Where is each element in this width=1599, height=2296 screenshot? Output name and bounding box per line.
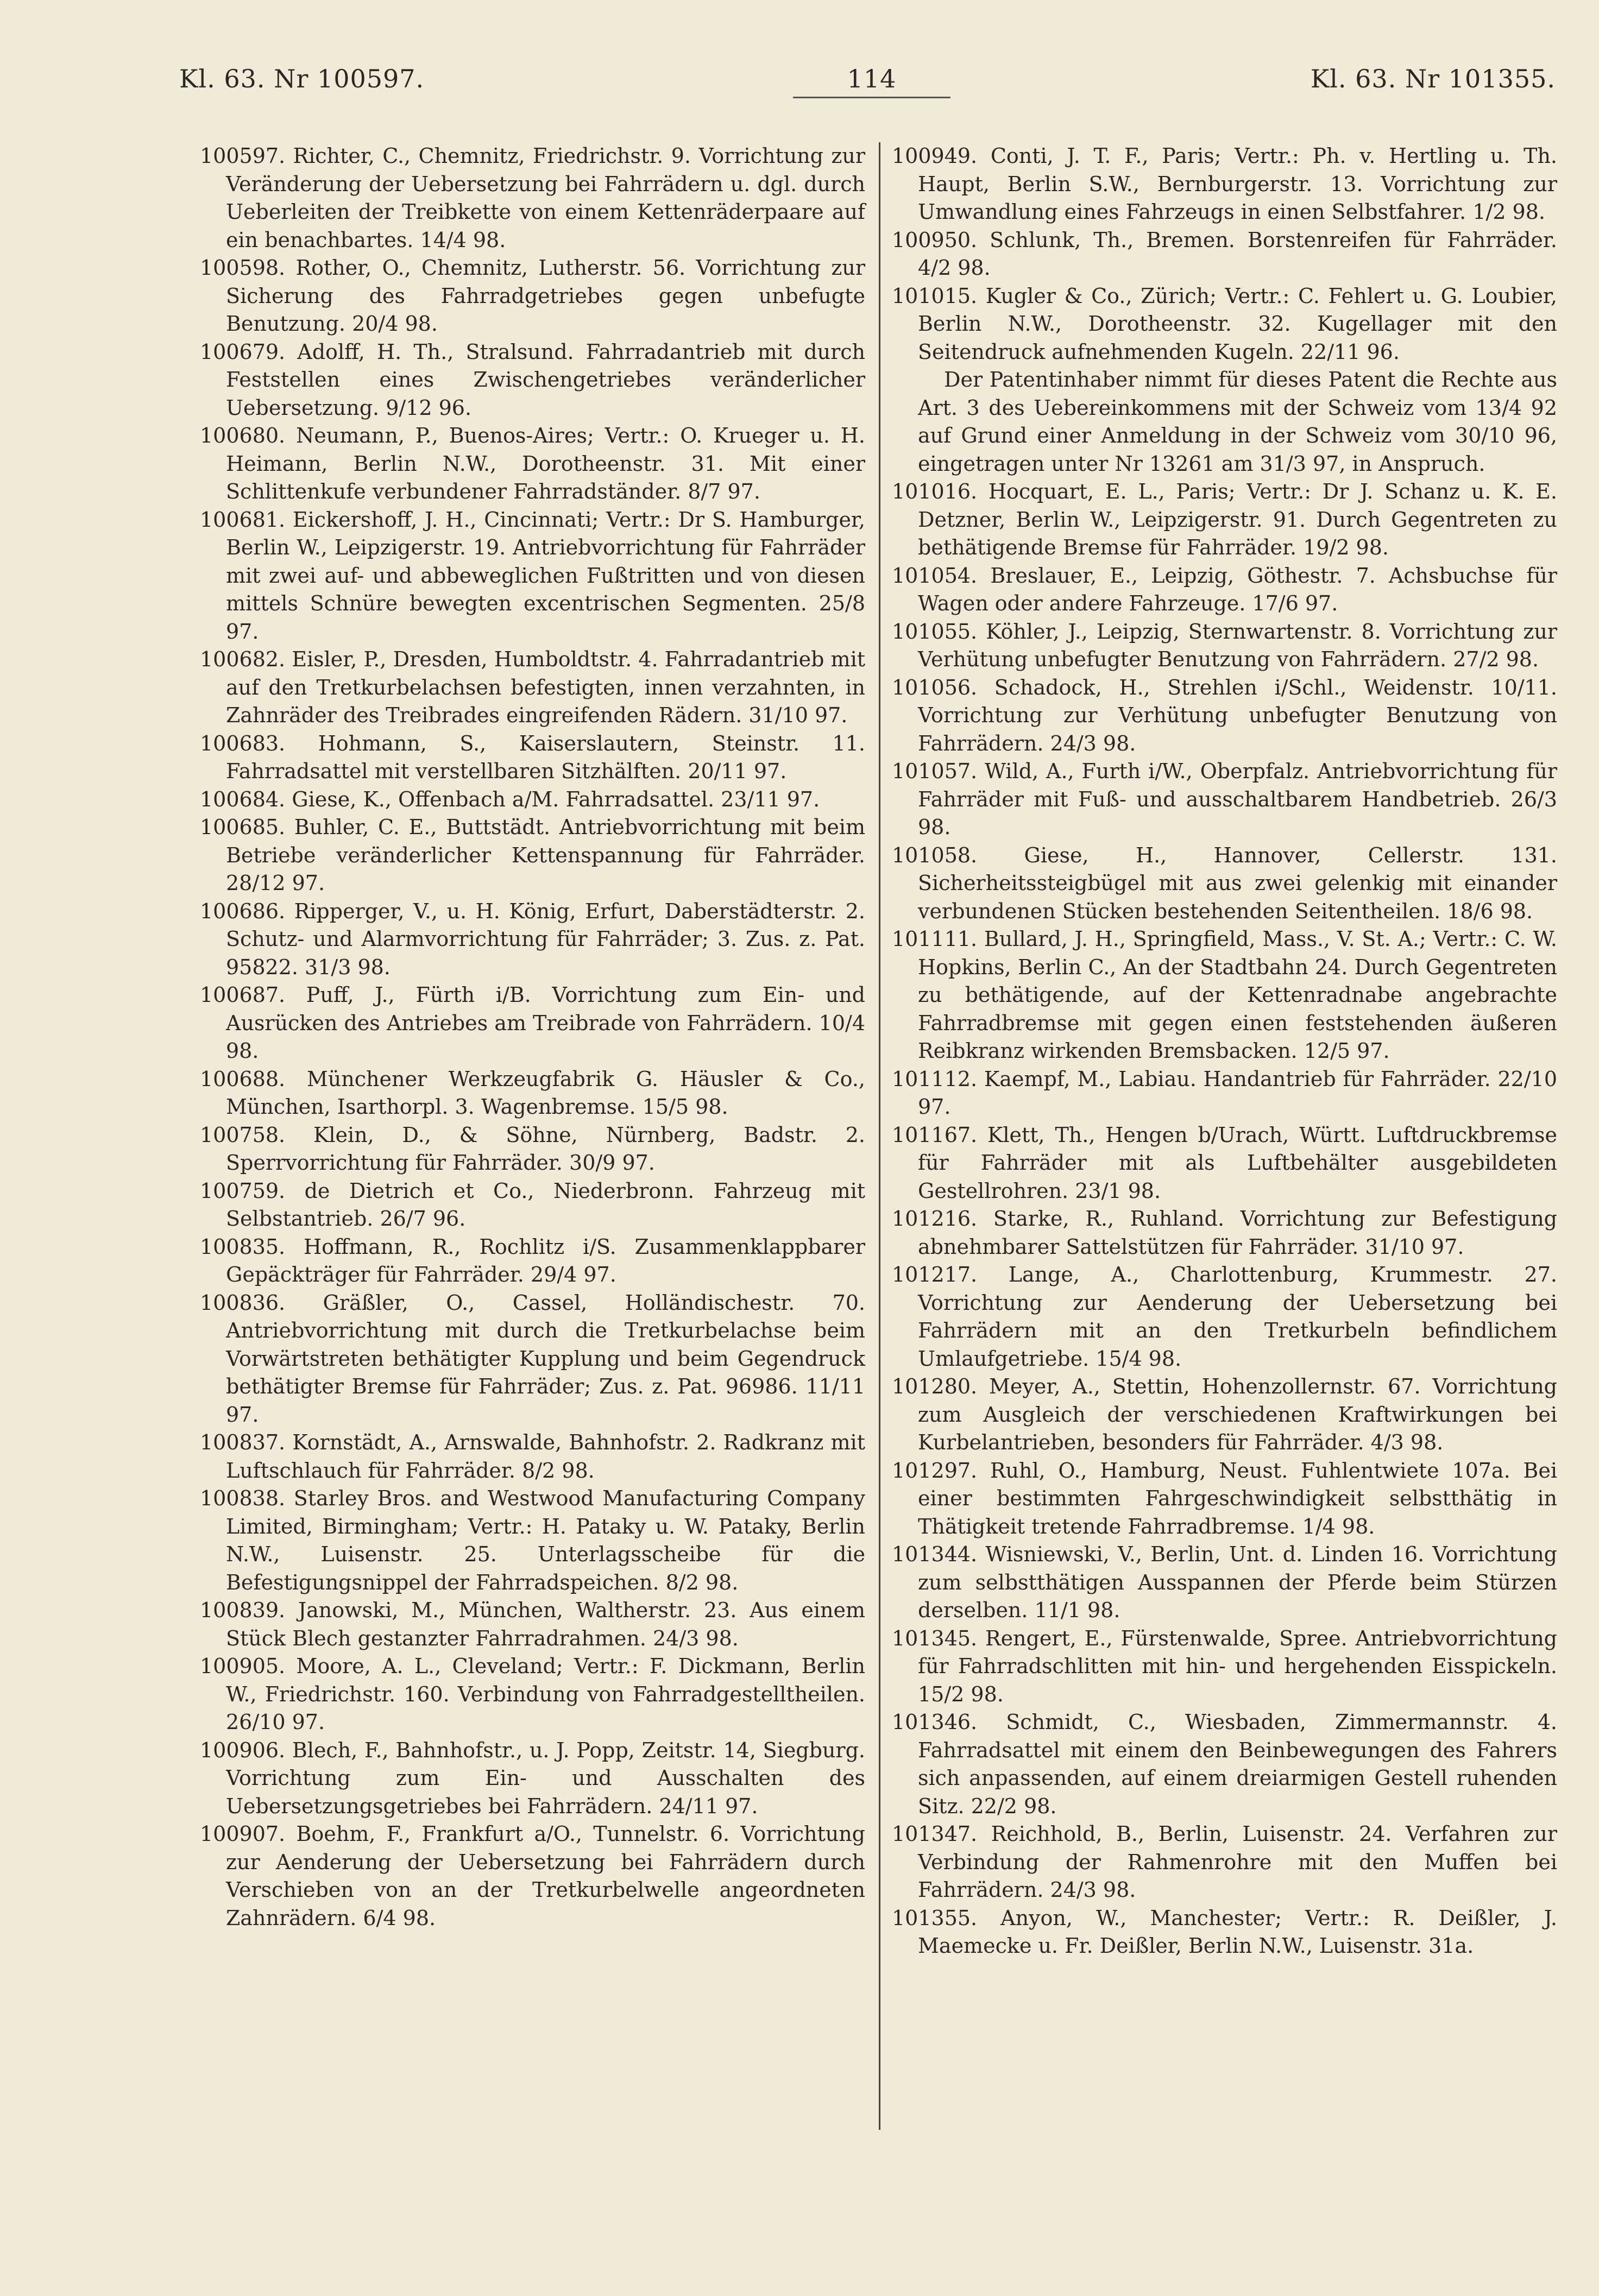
patent-entry: 100685. Buhler, C. E., Buttstädt. Antriebvorrichtung mit beim Betriebe veränderlicher Kettenspannung für Fahrräder. 28/12 97. (200, 815, 865, 895)
patent-entry: 100679. Adolff, H. Th., Stralsund. Fahrradantrieb mit durch Feststellen eines Zwischengetriebes veränderlicher Uebersetzung. 9/12 96. (200, 339, 865, 420)
patent-note: Der Patentinhaber nimmt für dieses Patent die Rechte aus Art. 3 des Uebereinkommens mit der Schweiz vom 13/4 92 auf Grund einer Anmeldung in der Schweiz vom 30/10 96, eingetragen unter Nr 13261 am 31/3 97, in Anspruch. (918, 368, 1557, 476)
patent-entry: 101055. Köhler, J., Leipzig, Sternwartenstr. 8. Vorrichtung zur Verhütung unbefugter Benutzung von Fahrrädern. 27/2 98. (892, 619, 1557, 671)
patent-entry: 100681. Eickershoff, J. H., Cincinnati; Vertr.: Dr S. Hamburger, Berlin W., Leipzigerstr. 19. Antriebvorrichtung für Fahrräder mit zwei auf- und abbeweglichen Fußtritten und von diesen mittels Schnüre bewegten excentrischen Segmenten. 25/8 97. (200, 507, 865, 644)
page-number: 114 (793, 64, 950, 98)
patent-entry: 101216. Starke, R., Ruhland. Vorrichtung zur Befestigung abnehmbarer Sattelstützen für Fahrräder. 31/10 97. (892, 1207, 1557, 1259)
patent-entry: 100950. Schlunk, Th., Bremen. Borstenreifen für Fahrräder. 4/2 98. (892, 228, 1557, 280)
patent-entry: 101015. Kugler & Co., Zürich; Vertr.: C. Fehlert u. G. Loubier, Berlin N.W., Dorotheenstr. 32. Kugellager mit den Seitendruck aufnehmenden Kugeln. 22/11 96. (892, 283, 1557, 364)
patent-entry: 101280. Meyer, A., Stettin, Hohenzollernstr. 67. Vorrichtung zum Ausgleich der verschiedenen Kraftwirkungen bei Kurbelantrieben, besonders für Fahrräder. 4/3 98. (892, 1374, 1557, 1454)
patent-entry: 101355. Anyon, W., Manchester; Vertr.: R. Deißler, J. Maemecke u. Fr. Deißler, Berlin N.W., Luisenstr. 31a. (892, 1906, 1557, 1958)
patent-entry: 100598. Rother, O., Chemnitz, Lutherstr. 56. Vorrichtung zur Sicherung des Fahrradgetriebes gegen unbefugte Benutzung. 20/4 98. (200, 256, 865, 336)
patent-entry: 100906. Blech, F., Bahnhofstr., u. J. Popp, Zeitstr. 14, Siegburg. Vorrichtung zum Ein- und Ausschalten des Uebersetzungsgetriebes bei Fahrrädern. 24/11 97. (200, 1738, 865, 1818)
patent-entry: 101057. Wild, A., Furth i/W., Oberpfalz. Antriebvorrichtung für Fahrräder mit Fuß- und ausschaltbarem Handbetrieb. 26/3 98. (892, 759, 1557, 839)
patent-entry: 101345. Rengert, E., Fürstenwalde, Spree. Antriebvorrichtung für Fahrradschlitten mit hin- und hergehenden Eisspickeln. 15/2 98. (892, 1626, 1557, 1706)
patent-entry: 101347. Reichhold, B., Berlin, Luisenstr. 24. Verfahren zur Verbindung der Rahmenrohre mit den Muffen bei Fahrrädern. 24/3 98. (892, 1822, 1557, 1902)
patent-entry: 100838. Starley Bros. and Westwood Manufacturing Company Limited, Birmingham; Vertr.: H. Pataky u. W. Pataky, Berlin N.W., Luisenstr. 25. Unterlagsscheibe für die Befestigungsnippel der Fahrradspeichen. 8/2 98. (200, 1486, 865, 1594)
patent-entry: 100837. Kornstädt, A., Arnswalde, Bahnhofstr. 2. Radkranz mit Luftschlauch für Fahrräder. 8/2 98. (200, 1430, 865, 1483)
patent-entry: 101112. Kaempf, M., Labiau. Handantrieb für Fahrräder. 22/10 97. (892, 1067, 1557, 1119)
patent-entry: 101167. Klett, Th., Hengen b/Urach, Württ. Luftdruckbremse für Fahrräder mit als Luftbehälter ausgebildeten Gestellrohren. 23/1 98. (892, 1122, 1557, 1203)
patent-entry: 101297. Ruhl, O., Hamburg, Neust. Fuhlentwiete 107a. Bei einer bestimmten Fahrgeschwindigkeit selbstthätig in Thätigkeit tretende Fahrradbremse. 1/4 98. (892, 1458, 1557, 1538)
patent-entry: 100688. Münchener Werkzeugfabrik G. Häusler & Co., München, Isarthorpl. 3. Wagenbremse. 15/5 98. (200, 1067, 865, 1119)
patent-entry: 101058. Giese, H., Hannover, Cellerstr. 131. Sicherheitssteigbügel mit aus zwei gelenkig mit einander verbundenen Stücken bestehenden Seitentheilen. 18/6 98. (892, 843, 1557, 923)
header-class-number-right: Kl. 63. Nr 101355. (1310, 64, 1556, 93)
right-column (892, 142, 1557, 1960)
left-column (200, 142, 865, 1932)
patent-entry: 101056. Schadock, H., Strehlen i/Schl., Weidenstr. 10/11. Vorrichtung zur Verhütung unbefugter Benutzung von Fahrrädern. 24/3 98. (892, 675, 1557, 755)
patent-entry: 100759. de Dietrich et Co., Niederbronn. Fahrzeug mit Selbstantrieb. 26/7 96. (200, 1178, 865, 1231)
patent-entry: 100758. Klein, D., & Söhne, Nürnberg, Badstr. 2. Sperrvorrichtung für Fahrräder. 30/9 97. (200, 1122, 865, 1175)
header-class-number-left: Kl. 63. Nr 100597. (179, 64, 425, 93)
patent-entry: 101111. Bullard, J. H., Springfield, Mass., V. St. A.; Vertr.: C. W. Hopkins, Berlin C., An der Stadtbahn 24. Durch Gegentreten zu bethätigende, auf der Kettenradnabe angebrachte Fahrradbremse mit gegen einen feststehenden äußeren Reibkranz wirkenden Bremsbacken. 12/5 97. (892, 927, 1557, 1063)
patent-entry: 100680. Neumann, P., Buenos-Aires; Vertr.: O. Krueger u. H. Heimann, Berlin N.W., Dorotheenstr. 31. Mit einer Schlittenkufe verbundener Fahrradständer. 8/7 97. (200, 424, 865, 503)
patent-entry: 100597. Richter, C., Chemnitz, Friedrichstr. 9. Vorrichtung zur Veränderung der Uebersetzung bei Fahrrädern u. dgl. durch Ueberleiten der Treibkette von einem Kettenräderpaare auf ein benachbartes. 14/4 98. (200, 144, 865, 252)
patent-entry: 100839. Janowski, M., München, Waltherstr. 23. Aus einem Stück Blech gestanzter Fahrradrahmen. 24/3 98. (200, 1598, 865, 1650)
patent-entry: 100907. Boehm, F., Frankfurt a/O., Tunnelstr. 6. Vorrichtung zur Aenderung der Uebersetzung bei Fahrrädern durch Verschieben von an der Tretkurbelwelle angeordneten Zahnrädern. 6/4 98. (200, 1822, 865, 1930)
patent-entry: 100686. Ripperger, V., u. H. König, Erfurt, Daberstädterstr. 2. Schutz- und Alarmvorrichtung für Fahrräder; 3. Zus. z. Pat. 95822. 31/3 98. (200, 899, 865, 979)
patent-entry: 101054. Breslauer, E., Leipzig, Göthestr. 7. Achsbuchse für Wagen oder andere Fahrzeuge. 17/6 97. (892, 563, 1557, 615)
patent-entry: 100835. Hoffmann, R., Rochlitz i/S. Zusammenklappbarer Gepäckträger für Fahrräder. 29/4 97. (200, 1234, 865, 1286)
patent-entry: 100905. Moore, A. L., Cleveland; Vertr.: F. Dickmann, Berlin W., Friedrichstr. 160. Verbindung von Fahrradgestelltheilen. 26/10 97. (200, 1654, 865, 1734)
patent-entry: 100687. Puff, J., Fürth i/B. Vorrichtung zum Ein- und Ausrücken des Antriebes am Treibrade von Fahrrädern. 10/4 98. (200, 983, 865, 1063)
patent-entry: 100683. Hohmann, S., Kaiserslautern, Steinstr. 11. Fahrradsattel mit verstellbaren Sitzhälften. 20/11 97. (200, 731, 865, 783)
patent-entry: 100682. Eisler, P., Dresden, Humboldtstr. 4. Fahrradantrieb mit auf den Tretkurbelachsen befestigten, innen verzahnten, in Zahnräder des Treibrades eingreifenden Rädern. 31/10 97. (200, 647, 865, 727)
patent-entry: 100684. Giese, K., Offenbach a/M. Fahrradsattel. 23/11 97. (200, 787, 820, 811)
patent-entry: 101217. Lange, A., Charlottenburg, Krummestr. 27. Vorrichtung zur Aenderung der Uebersetzung bei Fahrrädern mit an den Tretkurbeln befindlichem Umlaufgetriebe. 15/4 98. (892, 1263, 1557, 1371)
patent-entry: 100836. Gräßler, O., Cassel, Holländischestr. 70. Antriebvorrichtung mit durch die Tretkurbelachse beim Vorwärtstreten bethätigter Kupplung und beim Gegendruck bethätigter Bremse für Fahrräder; Zus. z. Pat. 96986. 11/11 97. (200, 1290, 865, 1427)
patent-entry: 101346. Schmidt, C., Wiesbaden, Zimmermannstr. 4. Fahrradsattel mit einem den Beinbewegungen des Fahrers sich anpassenden, auf einem dreiarmigen Gestell ruhenden Sitz. 22/2 98. (892, 1710, 1557, 1818)
patent-entry: 101344. Wisniewski, V., Berlin, Unt. d. Linden 16. Vorrichtung zum selbstthätigen Ausspannen der Pferde beim Stürzen derselben. 11/1 98. (892, 1542, 1557, 1622)
column-divider (879, 142, 880, 2130)
patent-entry: 100949. Conti, J. T. F., Paris; Vertr.: Ph. v. Hertling u. Th. Haupt, Berlin S.W., Bernburgerstr. 13. Vorrichtung zur Umwandlung eines Fahrzeugs in einen Selbstfahrer. 1/2 98. (892, 144, 1557, 224)
patent-entry: 101016. Hocquart, E. L., Paris; Vertr.: Dr J. Schanz u. K. E. Detzner, Berlin W., Leipzigerstr. 91. Durch Gegentreten zu bethätigende Bremse für Fahrräder. 19/2 98. (892, 480, 1557, 559)
